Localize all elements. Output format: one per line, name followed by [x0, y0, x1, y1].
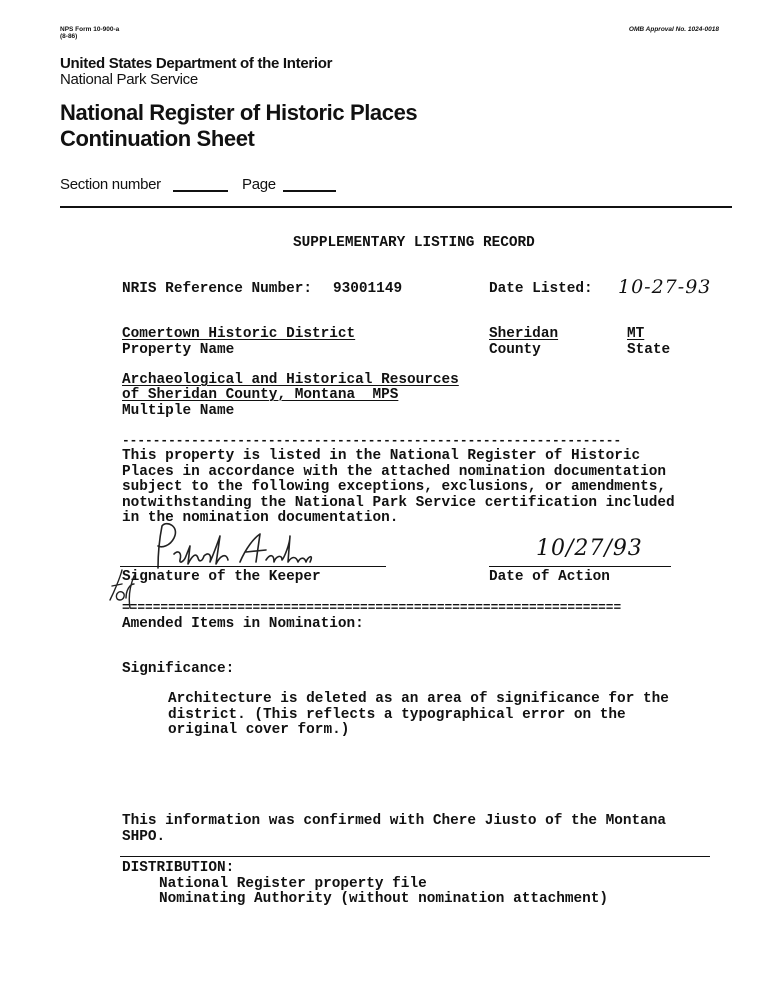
agency-name: National Park Service — [60, 71, 198, 88]
section-number-field — [173, 190, 228, 192]
page-subtitle: Continuation Sheet — [60, 126, 255, 151]
keeper-signature-text — [128, 542, 136, 543]
for-handwriting-text — [102, 590, 103, 591]
county-label: County — [489, 342, 541, 358]
record-heading: SUPPLEMENTARY LISTING RECORD — [293, 235, 535, 251]
multiple-name-label: Multiple Name — [122, 403, 235, 419]
distribution-label: DISTRIBUTION: — [122, 860, 235, 876]
date-of-action-handwriting: 10/27/93 — [536, 536, 643, 561]
significance-label: Significance: — [122, 661, 235, 677]
county-value: Sheridan — [489, 326, 559, 342]
multiple-name-line2: of Sheridan County, Montana MPS — [122, 387, 399, 403]
state-label: State — [627, 342, 671, 358]
signature-label: Signature of the Keeper — [122, 569, 321, 585]
page-title: National Register of Historic Places — [60, 100, 418, 125]
form-revision: (8-86) — [60, 33, 78, 40]
date-listed-handwriting: 10-27-93 — [618, 276, 712, 298]
confirmation-text: This information was confirmed with Chere Jiusto of the Montana SHPO. — [122, 813, 667, 845]
date-of-action-label: Date of Action — [489, 569, 610, 585]
distribution-item: National Register property file — [159, 876, 427, 892]
section-number-label: Section number — [60, 176, 161, 193]
date-listed-label: Date Listed: — [489, 281, 593, 297]
page-number-field — [283, 190, 336, 192]
signature-line — [120, 566, 386, 567]
header-rule — [60, 206, 732, 208]
form-number: NPS Form 10-900-a — [60, 26, 120, 33]
page-label: Page — [242, 176, 276, 193]
distribution-item: Nominating Authority (without nomination attachment) — [159, 891, 609, 907]
distribution-rule — [120, 856, 710, 857]
department-name: United States Department of the Interior — [60, 55, 333, 72]
nris-label: NRIS Reference Number: — [122, 281, 312, 297]
omb-approval: OMB Approval No. 1024-0018 — [628, 26, 719, 33]
property-name-value: Comertown Historic District — [122, 326, 356, 342]
amended-label: Amended Items in Nomination: — [122, 616, 364, 632]
state-value: MT — [627, 326, 645, 342]
significance-text: Architecture is deleted as an area of significance for the district. (This reflects a typographical error on the original cover form.) — [168, 691, 669, 739]
date-of-action-line — [489, 566, 671, 567]
nris-value: 93001149 — [333, 281, 403, 297]
property-name-label: Property Name — [122, 342, 235, 358]
certification-text: This property is listed in the National Register of Historic Places in accordance with the attached nomination documentation subject to the following exceptions, exclusions, or amendments, notwithstanding the National Park Service certification included in the nomination documentation. — [122, 448, 675, 527]
multiple-name-line1: Archaeological and Historical Resources — [122, 372, 459, 388]
equals-rule: ================================================================= — [122, 600, 622, 615]
dash-rule: ----------------------------------------------------------------- — [122, 433, 622, 448]
